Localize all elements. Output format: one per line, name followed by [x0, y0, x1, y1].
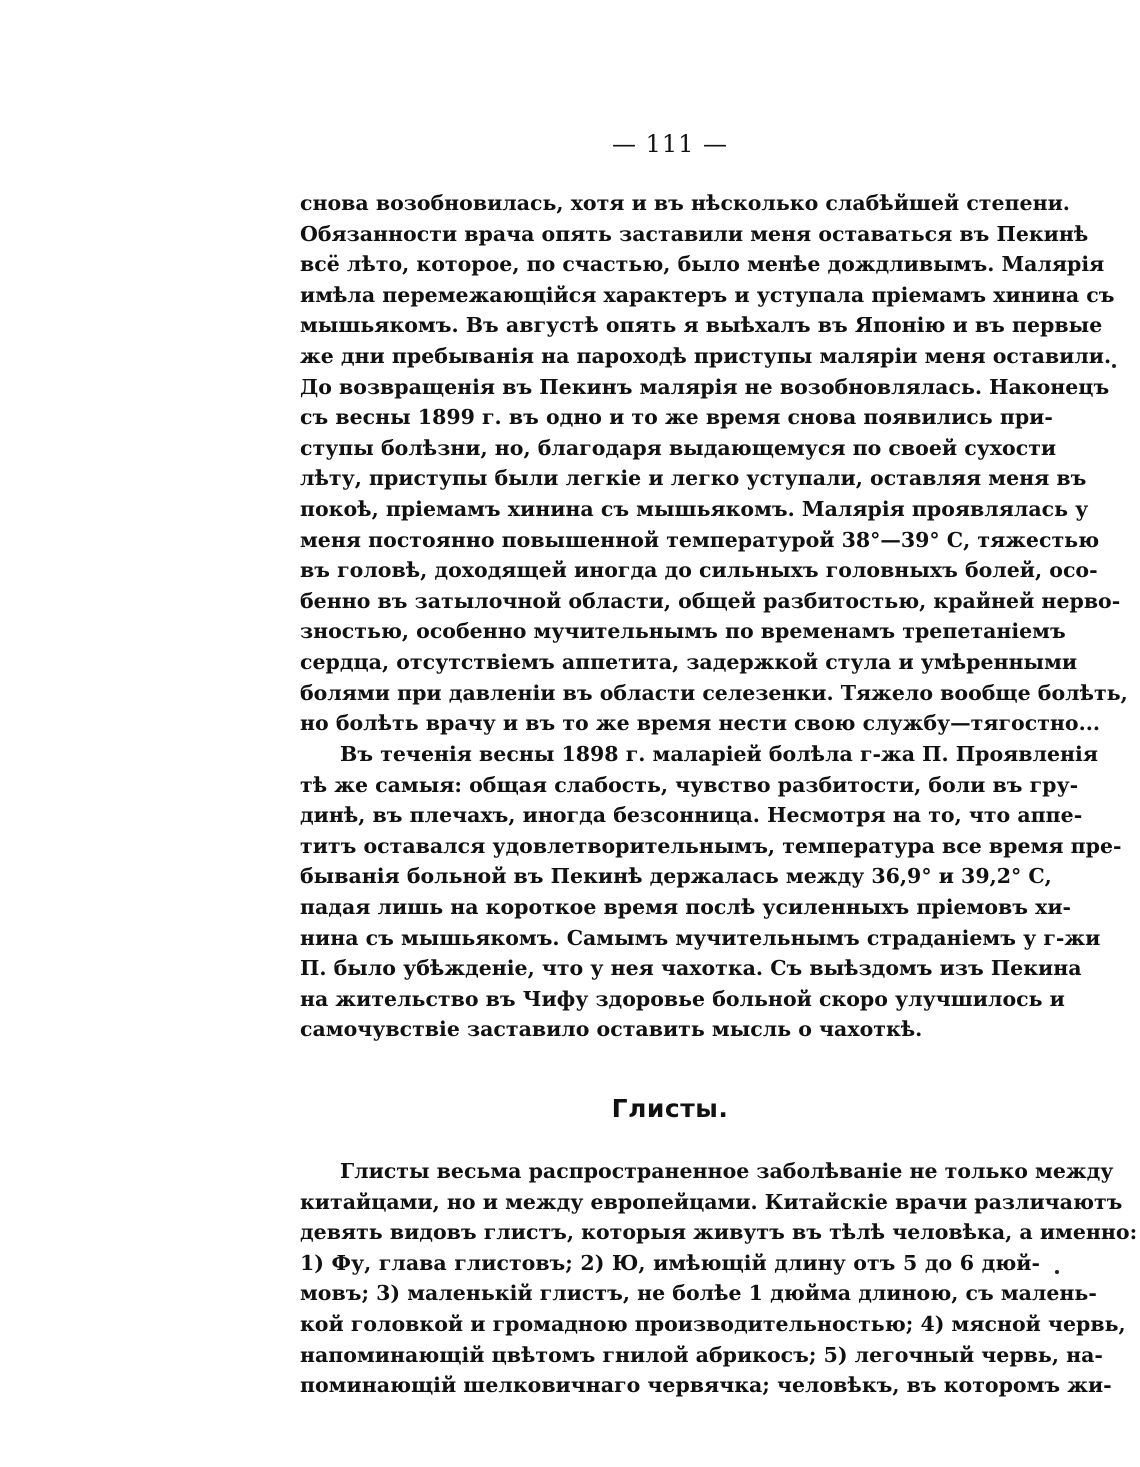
- text-line: же дни пребыванія на пароходѣ приступы маляріи меня оставили.: [300, 343, 1112, 368]
- text-line: бенно въ затылочной области, общей разбитостью, крайней нерво-: [300, 588, 1121, 613]
- text-line: съ весны 1899 г. въ одно и то же время снова появились при-: [300, 405, 1053, 430]
- text-line: нина съ мышьякомъ. Самымъ мучительнымъ страданіемъ у г-жи: [300, 925, 1101, 950]
- text-line: меня постоянно повышенной температурой 38°—39° С, тяжестью: [300, 527, 1100, 552]
- section-heading: Глисты.: [611, 1094, 729, 1123]
- paragraph-patient-case: [300, 739, 1122, 1045]
- text-line: быванія больной въ Пекинѣ держалась между 36,9° и 39,2° С,: [300, 864, 1052, 889]
- text-line: напоминающій цвѣтомъ гнилой абрикосъ; 5) легочный червь, на-: [300, 1342, 1103, 1367]
- text-line: въ головѣ, доходящей иногда до сильныхъ головныхъ болей, осо-: [300, 558, 1098, 583]
- text-line: динѣ, въ плечахъ, иногда безсонница. Несмотря на то, что аппе-: [300, 803, 1083, 828]
- text-line: китайцами, но и между европейцами. Китайскіе врачи различаютъ: [300, 1189, 1123, 1214]
- page-number: — 111 —: [611, 130, 729, 158]
- text-line: кой головкой и громадною производительностью; 4) мясной червь,: [300, 1311, 1126, 1336]
- ink-speck: [1055, 1270, 1059, 1274]
- paragraph-malaria-continued: [300, 188, 1128, 739]
- text-line: титъ оставался удовлетворительнымъ, температура все время пре-: [300, 833, 1122, 858]
- text-line: Въ теченія весны 1898 г. маларіей болѣла г-жа П. Проявленія: [340, 742, 1098, 766]
- text-line: ступы болѣзни, но, благодаря выдающемуся по своей сухости: [300, 435, 1057, 460]
- text-line: но болѣть врачу и въ то же время нести свою службу—тягостно...: [300, 711, 1101, 736]
- text-line: девять видовъ глистъ, которыя живутъ въ тѣлѣ человѣка, а именно:: [300, 1220, 1138, 1245]
- text-line: снова возобновилась, хотя и въ нѣсколько слабѣйшей степени.: [300, 191, 1070, 215]
- text-line: зностью, особенно мучительнымъ по временамъ трепетаніемъ: [300, 619, 1066, 644]
- text-line: поминающій шелковичнаго червячка; человѣкъ, въ которомъ жи-: [300, 1373, 1112, 1398]
- text-line: До возвращенія въ Пекинъ малярія не возобновлялась. Наконецъ: [300, 374, 1110, 399]
- paragraph-worms: [300, 1156, 1138, 1401]
- text-line: Обязанности врача опять заставили меня оставаться въ Пекинѣ: [300, 221, 1089, 246]
- text-line: самочувствіе заставило оставить мысль о чахоткѣ.: [300, 1017, 923, 1042]
- text-line: сердца, отсутствіемъ аппетита, задержкой стула и умѣренными: [300, 649, 1078, 674]
- text-line: 1) Фу, глава глистовъ; 2) Ю, имѣющій длину отъ 5 до 6 дюй-: [300, 1250, 1040, 1275]
- text-line: Глисты весьма распространенное заболѣваніе не только между: [340, 1159, 1114, 1183]
- text-line: П. было убѣжденіе, что у нея чахотка. Съ выѣздомъ изъ Пекина: [300, 956, 1082, 981]
- text-line: покоѣ, пріемамъ хинина съ мышьякомъ. Малярія проявлялась у: [300, 496, 1089, 521]
- text-line: лѣту, приступы были легкіе и легко уступали, оставляя меня въ: [300, 466, 1087, 491]
- text-line: всё лѣто, которое, по счастью, было менѣе дождливымъ. Малярія: [300, 252, 1105, 277]
- text-line: тѣ же самыя: общая слабость, чувство разбитости, боли въ гру-: [300, 772, 1079, 797]
- text-line: болями при давленіи въ области селезенки. Тяжело вообще болѣть,: [300, 680, 1128, 705]
- text-line: мовъ; 3) маленькій глистъ, не болѣе 1 дюйма длиною, съ малень-: [300, 1281, 1097, 1306]
- text-line: на жительство въ Чифу здоровье больной скоро улучшилось и: [300, 986, 1065, 1011]
- ink-speck: [1112, 364, 1116, 368]
- text-line: падая лишь на короткое время послѣ усиленныхъ пріемовъ хи-: [300, 894, 1072, 919]
- text-line: мышьякомъ. Въ августѣ опять я выѣхалъ въ Японію и въ первые: [300, 313, 1103, 338]
- text-line: имѣла перемежающійся характеръ и уступала пріемамъ хинина съ: [300, 282, 1115, 307]
